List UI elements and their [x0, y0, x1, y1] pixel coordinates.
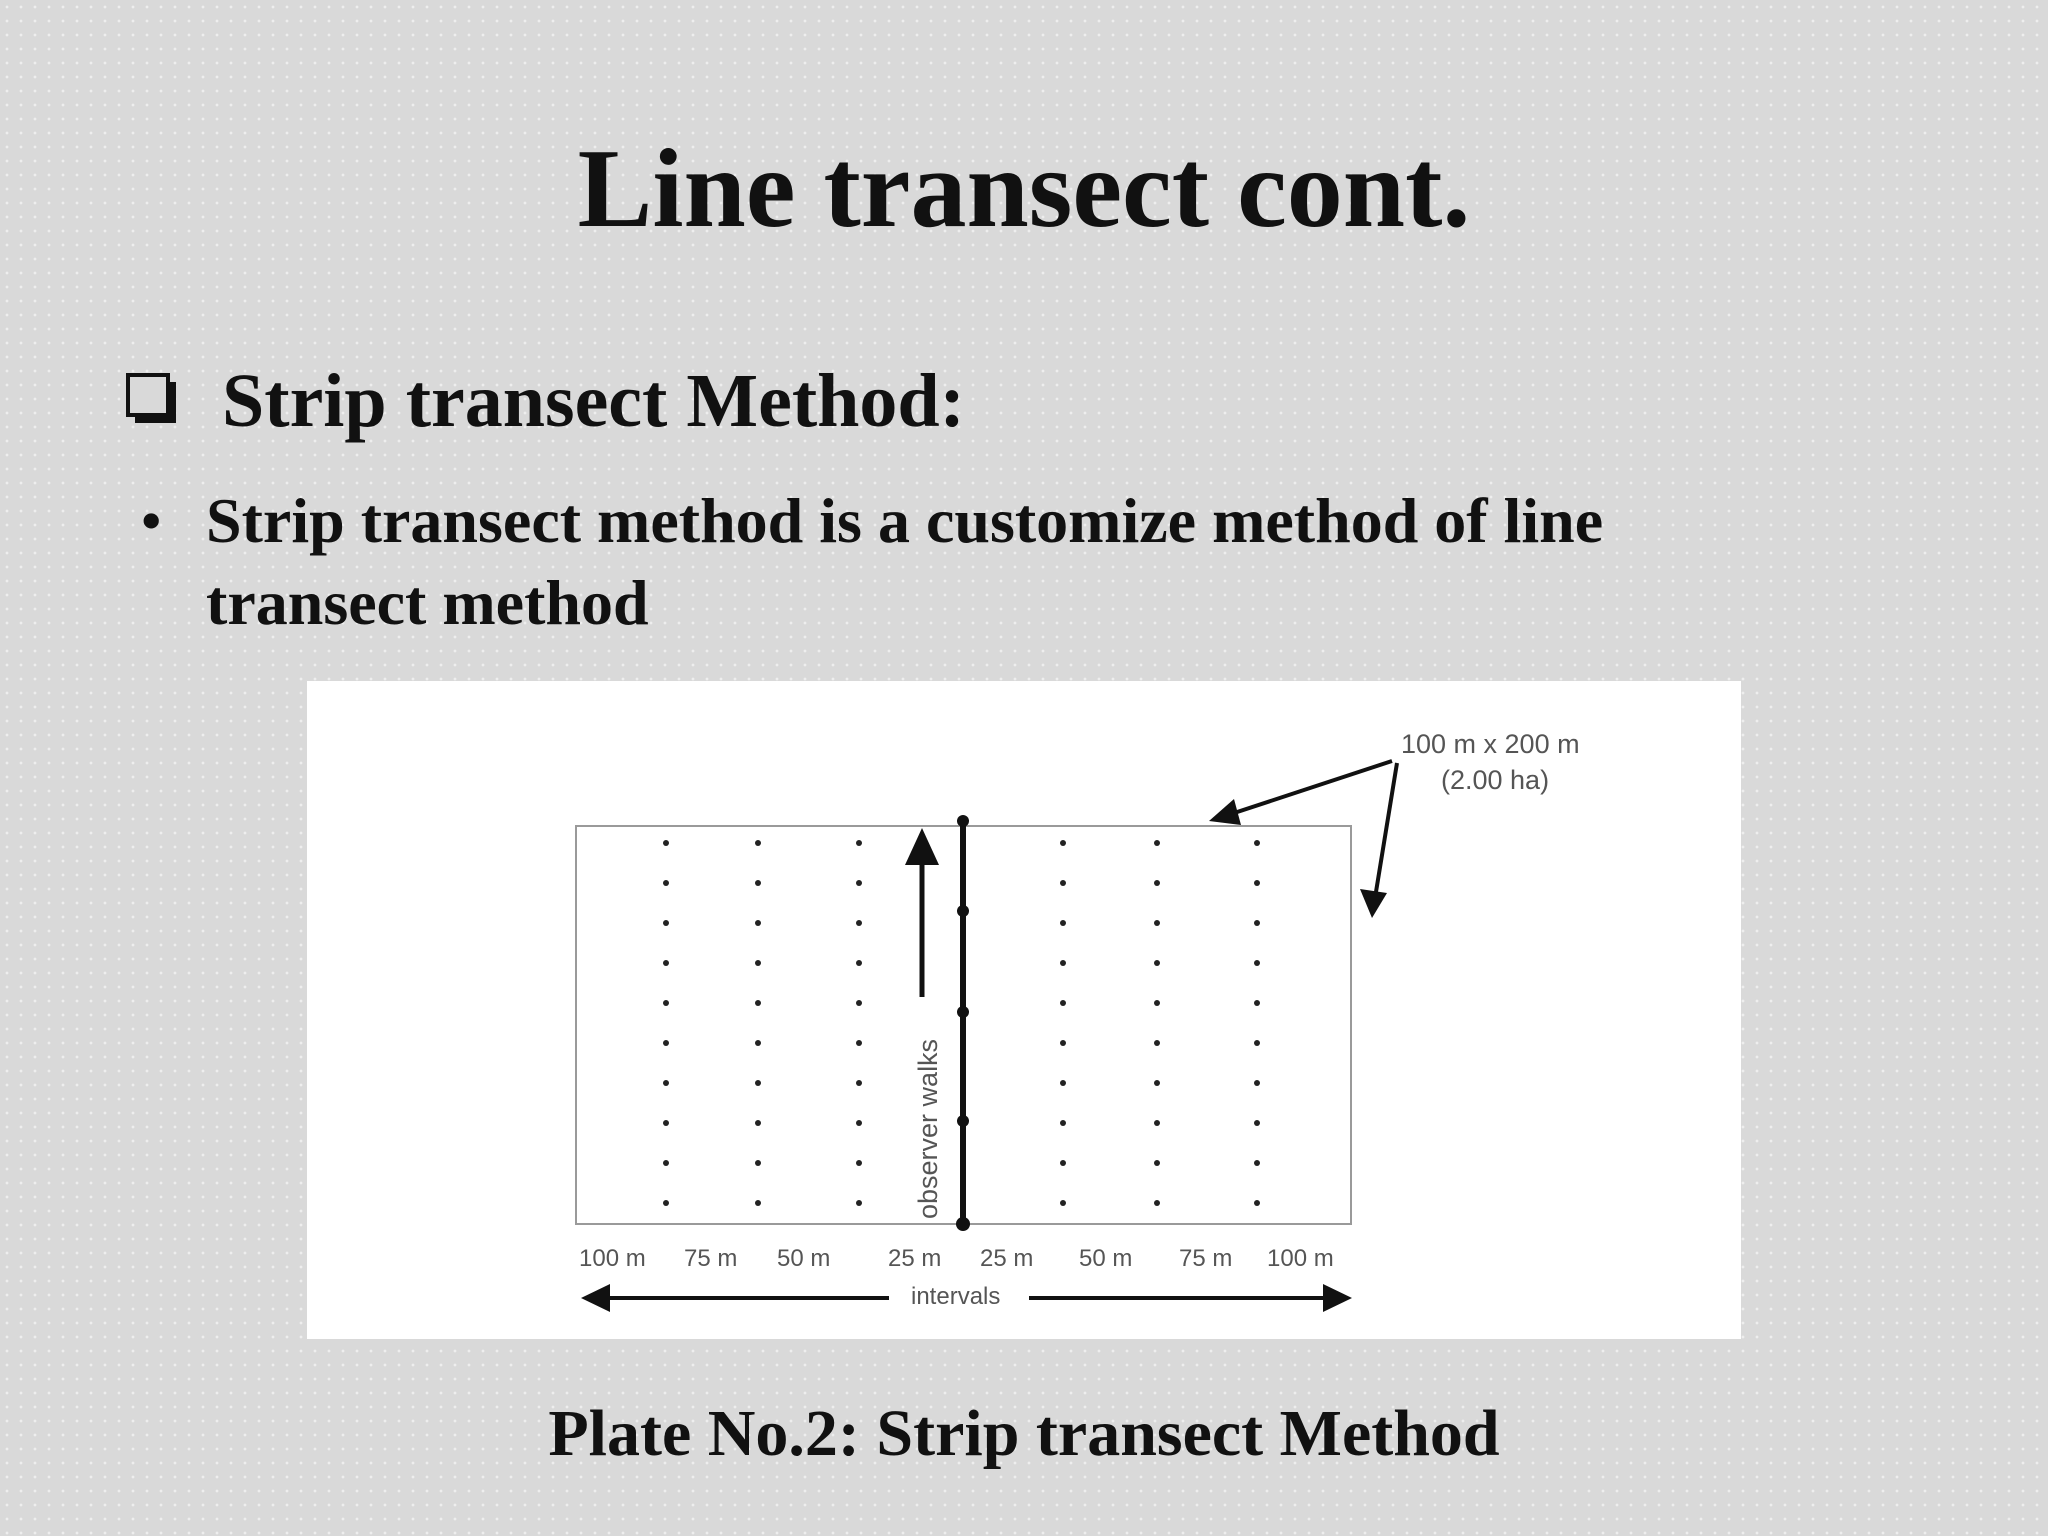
dot-column — [1154, 840, 1160, 1206]
strip-dot — [1060, 1160, 1066, 1166]
strip-dot — [1254, 960, 1260, 966]
strip-dot — [663, 920, 669, 926]
bullet-glyph: • — [140, 485, 163, 556]
strip-dot — [663, 840, 669, 846]
interval-arrow-left-head — [581, 1284, 610, 1312]
strip-dot — [856, 840, 862, 846]
strip-dot — [856, 880, 862, 886]
strip-dot — [755, 1160, 761, 1166]
strip-dot — [1154, 880, 1160, 886]
strip-dot — [1154, 960, 1160, 966]
interval-label: 50 m — [1079, 1245, 1133, 1272]
strip-dot — [755, 920, 761, 926]
plot-size-arrow-side-head — [1360, 889, 1387, 918]
strip-dot — [1060, 920, 1066, 926]
strip-dot — [755, 1080, 761, 1086]
interval-label: 75 m — [1179, 1245, 1233, 1272]
strip-dot — [1254, 1200, 1260, 1206]
interval-label: 25 m — [980, 1245, 1034, 1272]
strip-dot — [1154, 840, 1160, 846]
interval-label: 50 m — [777, 1245, 831, 1272]
strip-dot — [1154, 1160, 1160, 1166]
figure-caption: Plate No.2: Strip transect Method — [548, 1397, 1500, 1470]
strip-dot — [856, 1080, 862, 1086]
strip-dot — [1154, 1000, 1160, 1006]
strip-dot — [663, 1200, 669, 1206]
strip-dot — [755, 1120, 761, 1126]
plot-area-label: (2.00 ha) — [1441, 765, 1550, 795]
strip-dot — [755, 960, 761, 966]
strip-dot — [1254, 840, 1260, 846]
strip-dot — [663, 1040, 669, 1046]
strip-dot — [663, 1120, 669, 1126]
plot-size-arrow-top-head — [1209, 799, 1241, 825]
section-heading-text: Strip transect Method: — [222, 359, 965, 443]
transect-node — [957, 815, 969, 827]
strip-dot — [663, 1080, 669, 1086]
strip-dot — [856, 1040, 862, 1046]
strip-dot — [755, 1200, 761, 1206]
observer-arrow-head — [905, 828, 939, 865]
transect-node — [957, 905, 969, 917]
strip-dot — [1254, 1120, 1260, 1126]
strip-dot — [663, 960, 669, 966]
strip-dot — [856, 960, 862, 966]
slide-title: Line transect cont. — [577, 127, 1471, 251]
interval-arrow-right-head — [1323, 1284, 1352, 1312]
plot-size-arrow-side — [1375, 763, 1397, 898]
strip-dot — [755, 840, 761, 846]
strip-dot — [1060, 1120, 1066, 1126]
transect-node — [957, 1006, 969, 1018]
section-heading — [126, 360, 965, 444]
strip-dot — [1154, 920, 1160, 926]
strip-dot — [663, 1000, 669, 1006]
interval-label: 100 m — [1267, 1245, 1334, 1272]
dot-column — [1254, 840, 1260, 1206]
strip-dot — [856, 1120, 862, 1126]
dot-column — [663, 840, 669, 1206]
strip-dot — [1254, 1040, 1260, 1046]
strip-dot — [1060, 880, 1066, 886]
plot-size-arrow-top — [1225, 761, 1392, 816]
bullet-text: Strip transect method is a customize method of line transect method — [206, 485, 1604, 638]
transect-node — [956, 1217, 970, 1231]
strip-dot — [856, 1200, 862, 1206]
strip-dot — [1254, 1160, 1260, 1166]
interval-label: 100 m — [579, 1245, 646, 1272]
dot-column — [1060, 840, 1066, 1206]
strip-dot — [1154, 1120, 1160, 1126]
strip-dot — [1060, 960, 1066, 966]
strip-dot — [663, 880, 669, 886]
strip-dot — [1254, 920, 1260, 926]
strip-dot — [755, 1000, 761, 1006]
strip-dot — [1154, 1040, 1160, 1046]
interval-labels — [579, 1245, 1334, 1272]
strip-dot — [663, 1160, 669, 1166]
plot-size-label: 100 m x 200 m — [1401, 729, 1580, 759]
strip-transect-figure — [307, 681, 1741, 1339]
dot-column — [755, 840, 761, 1206]
interval-label: 25 m — [888, 1245, 942, 1272]
strip-dot — [1154, 1080, 1160, 1086]
strip-dot — [1060, 1040, 1066, 1046]
strip-dot — [856, 1160, 862, 1166]
strip-dot — [1254, 880, 1260, 886]
strip-dot — [1060, 1080, 1066, 1086]
strip-dot — [755, 1040, 761, 1046]
strip-dot — [1254, 1080, 1260, 1086]
strip-dot — [1254, 1000, 1260, 1006]
strip-dot — [856, 1000, 862, 1006]
dot-column — [856, 840, 862, 1206]
strip-dot — [1154, 1200, 1160, 1206]
transect-node — [957, 1115, 969, 1127]
bullet-item — [140, 480, 1740, 644]
intervals-label: intervals — [911, 1283, 1001, 1310]
strip-dot — [1060, 840, 1066, 846]
strip-dot — [1060, 1000, 1066, 1006]
strip-dot — [1060, 1200, 1066, 1206]
checkbox-icon — [126, 373, 176, 423]
interval-label: 75 m — [684, 1245, 738, 1272]
strip-dot — [856, 920, 862, 926]
strip-transect-diagram — [307, 681, 1741, 1339]
observer-label: observer walks — [913, 1038, 943, 1219]
strip-dot — [755, 880, 761, 886]
